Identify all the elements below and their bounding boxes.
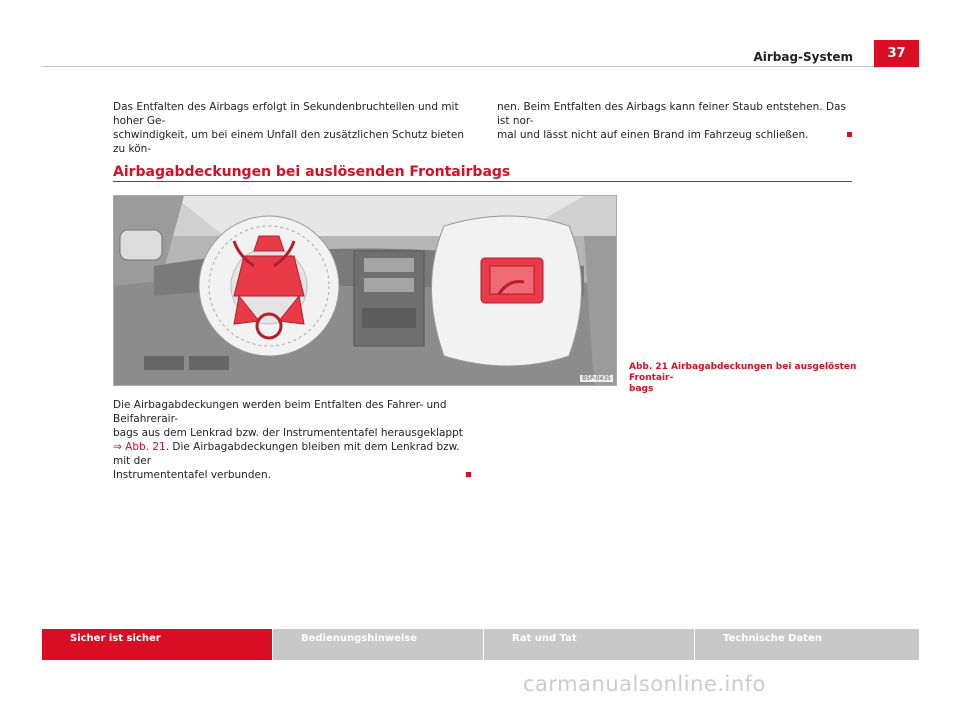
figure-reference-link[interactable]: ⇒ Abb. 21 bbox=[113, 441, 166, 453]
tab-sicher-ist-sicher[interactable]: Sicher ist sicher bbox=[42, 629, 272, 660]
figure-caption bbox=[629, 362, 859, 395]
end-mark-icon bbox=[847, 132, 852, 137]
text-line: schwindigkeit, um bei einem Unfall den zusätzlichen Schutz bieten zu kön- bbox=[113, 129, 465, 155]
text-span: . Die Airbagabdeckungen bleiben mit dem Lenkrad bzw. mit der bbox=[113, 441, 460, 467]
text-span: Instrumententafel verbunden. bbox=[113, 469, 271, 481]
text-line: bags aus dem Lenkrad bzw. der Instrumententafel herausgeklappt bbox=[113, 427, 463, 439]
intro-column-left bbox=[113, 100, 471, 156]
airbag-illustration-graphic bbox=[114, 196, 616, 385]
footer-tab-bar bbox=[42, 629, 919, 660]
section-title: Airbagabdeckungen bei auslösenden Frontairbags bbox=[113, 164, 511, 180]
figure-code: B5P-0435 bbox=[582, 375, 611, 382]
text-line bbox=[113, 440, 471, 468]
tab-technische-daten[interactable]: Technische Daten bbox=[695, 629, 919, 660]
chapter-title: Airbag-System bbox=[753, 50, 853, 64]
header-rule bbox=[42, 66, 919, 67]
text-line: Das Entfalten des Airbags erfolgt in Sekundenbruchteilen und mit hoher Ge- bbox=[113, 101, 459, 127]
intro-column-right bbox=[497, 100, 852, 142]
figure-airbag-illustration bbox=[113, 195, 617, 386]
tab-rat-und-tat[interactable]: Rat und Tat bbox=[484, 629, 694, 660]
text-line bbox=[113, 468, 471, 482]
watermark-text: carmanualsonline.info bbox=[523, 672, 766, 696]
end-mark-icon bbox=[466, 472, 471, 477]
caption-line: Abb. 21 Airbagabdeckungen bei ausgelösten Frontair- bbox=[629, 362, 857, 383]
caption-line: bags bbox=[629, 384, 654, 394]
text-line: nen. Beim Entfalten des Airbags kann feiner Staub entstehen. Das ist nor- bbox=[497, 101, 846, 127]
text-line bbox=[497, 128, 852, 142]
page-number: 37 bbox=[874, 40, 919, 67]
body-paragraph bbox=[113, 398, 471, 482]
text-line: Die Airbagabdeckungen werden beim Entfalten des Fahrer- und Beifahrerair- bbox=[113, 399, 447, 425]
text-span: mal und lässt nicht auf einen Brand im Fahrzeug schließen. bbox=[497, 129, 809, 141]
section-rule bbox=[113, 181, 852, 182]
tab-bedienungshinweise[interactable]: Bedienungshinweise bbox=[273, 629, 483, 660]
